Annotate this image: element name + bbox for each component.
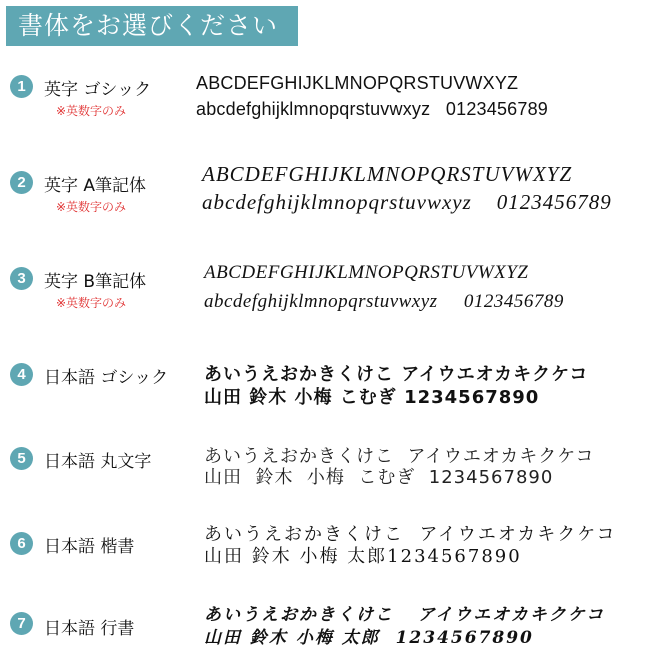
- sample-line-2: 山田 鈴木 小梅 こむぎ 1234567890: [204, 467, 554, 488]
- font-label: 日本語 ゴシック: [44, 368, 169, 388]
- sample-line-2: 山田 鈴木 小梅 太郎 1234567890: [204, 628, 534, 648]
- font-note: ※英数字のみ: [56, 104, 127, 118]
- sample-line-1: ABCDEFGHIJKLMNOPQRSTUVWXYZ: [202, 162, 573, 186]
- font-label: 英字 A筆記体: [44, 176, 147, 196]
- font-label: 英字 ゴシック: [44, 80, 152, 100]
- font-label: 日本語 行書: [44, 619, 135, 639]
- sample-line-1: あいうえおかきくけこ アイウエオカキクケコ: [204, 446, 595, 467]
- sample-line-1: ABCDEFGHIJKLMNOPQRSTUVWXYZ: [196, 73, 519, 93]
- font-label: 英字 B筆記体: [44, 272, 147, 292]
- number-badge: 5: [10, 447, 33, 470]
- number-badge: 7: [10, 612, 33, 635]
- sample-line-1: あいうえおかきくけこ アイウエオカキクケコ: [204, 524, 617, 545]
- font-note: ※英数字のみ: [56, 200, 127, 214]
- sample-line-2: 山田 鈴木 小梅 こむぎ 1234567890: [204, 387, 540, 408]
- sample-line-2: 山田 鈴木 小梅 太郎1234567890: [204, 546, 522, 567]
- sample-line-2: abcdefghijklmnopqrstuvwxyz 0123456789: [196, 99, 549, 119]
- sample-line-1: あいうえおかきくけこ アイウエオカキクケコ: [204, 364, 589, 385]
- number-badge: 3: [10, 267, 33, 290]
- number-badge: 4: [10, 363, 33, 386]
- page-title: 書体をお選びください: [6, 6, 298, 46]
- number-badge: 1: [10, 75, 33, 98]
- number-badge: 6: [10, 532, 33, 555]
- font-label: 日本語 丸文字: [44, 452, 152, 472]
- sample-line-1: あいうえおかきくけこ アイウエオカキクケコ: [204, 605, 606, 625]
- sample-line-2: abcdefghijklmnopqrstuvwxyz 0123456789: [204, 291, 564, 312]
- font-note: ※英数字のみ: [56, 296, 127, 310]
- sample-line-1: ABCDEFGHIJKLMNOPQRSTUVWXYZ: [204, 262, 529, 283]
- font-label: 日本語 楷書: [44, 537, 135, 557]
- sample-line-2: abcdefghijklmnopqrstuvwxyz 0123456789: [202, 190, 612, 214]
- number-badge: 2: [10, 171, 33, 194]
